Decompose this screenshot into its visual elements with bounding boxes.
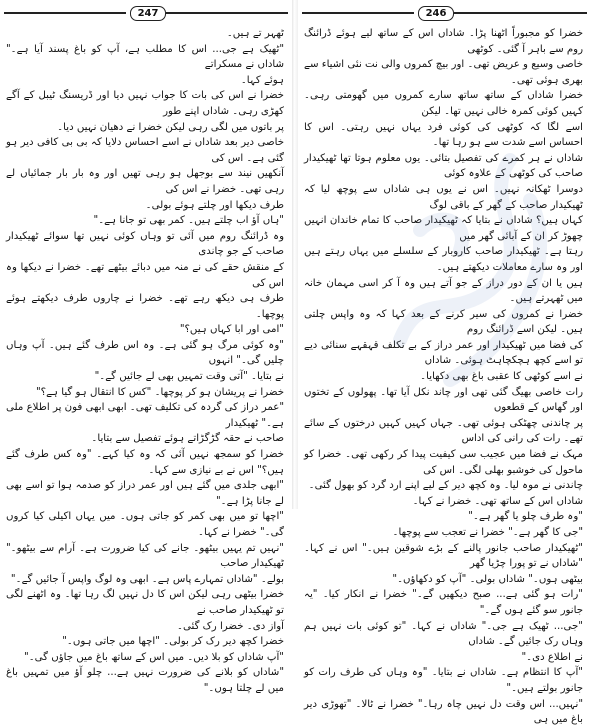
text-line: خاصی دیر بعد شاداں نے اسے احساس دلایا کہ بی بی کافی دیر ہو گئی ہے۔ اس کی <box>6 137 284 164</box>
text-line: آواز دی۔ خضرا رک گئی۔ <box>177 620 284 632</box>
text-line: خضرا بیٹھی رہی لیکن اس کا دل نہیں لگ رہا تھا۔ وہ اٹھنے لگی تو ٹھیکیدار صاحب نے <box>6 589 284 616</box>
text-line: اسے لگا کہ کوٹھی کی کوئی فرد یہاں نہیں رہتی۔ اس کا احساس اسے شدت سے ہو رہا تھا۔ <box>304 121 583 149</box>
text-line: "نہیں... اس وقت دل نہیں چاہ رہا۔" خضرا نے ٹالا۔ "تھوڑی دیر باغ میں ہی <box>304 698 583 726</box>
text-line: نے بتایا۔ "آتی وقت تمہیں بھی لے جائیں گے۔" <box>94 371 284 383</box>
text-line: چاندنی نے موہ لیا۔ وہ کچھ دیر کے لیے اپنے ارد گرد کو بھول گئی۔ <box>308 480 583 492</box>
text-line: آنکھیں نیند سے بوجھل ہو رہی تھیں اور وہ بار بار جمائیاں لے رہی تھی۔ خضرا نے اس کی <box>6 168 284 195</box>
text-line: کہاں ہیں؟ شاداں نے بتایا کہ ٹھیکیدار صاحب کا تمام خاندان انہیں چھوڑ کر ان کے آبائی گھر میں <box>304 215 583 242</box>
page-text <box>304 26 583 726</box>
text-line: "شاداں کو بلانے کی ضرورت نہیں ہے... چلو آؤ میں تمہیں باغ میں لے چلتا ہوں۔" <box>6 667 284 694</box>
text-line: رہتا ہے۔ ٹھیکیدار صاحب کاروبار کے سلسلے میں یہاں رہتے ہیں اور وہ سارے معاملات دیکھتے ہیں۔ <box>304 246 583 273</box>
text-line: خاصی وسیع و عریض تھی۔ اور بیچ کمروں والی نت نئی اشیاء سے بھری ہوئی تھی۔ <box>304 59 583 86</box>
text-line: دوسرا ٹھکانہ نہیں۔ اس نے یوں ہی شاداں سے پوچھ لیا کہ ٹھیکیدار صاحب کے گھر کے باقی لوگ <box>304 183 583 211</box>
page-header <box>302 6 587 20</box>
text-line: بیٹھی ہوں۔" شاداں بولی۔ "آپ کو دکھاؤں۔" <box>392 573 583 585</box>
text-line: شاداں اس کے ساتھ تھی۔ خضرا نے کہا۔ <box>412 495 583 507</box>
text-line: کے منقش حقے کی نے منہ میں دبائے بیٹھے تھے۔ خضرا نے دیکھا وہ اس کی <box>6 261 284 289</box>
text-line: خضرا نے کمروں کی سیر کرنے کے بعد کہا کہ وہ واپس چلتی ہیں۔ لیکن اسے ڈرائنگ روم <box>304 308 583 336</box>
text-line: نے اسے کوٹھی کا عقبی باغ بھی دکھایا۔ <box>420 371 583 383</box>
text-line: ٹھہر تے ہیں۔ <box>226 28 284 39</box>
text-line: خضرا کو مجبوراً اٹھنا پڑا۔ شاداں اس کے ساتھ لیے ہوئے ڈرائنگ روم سے باہر آ گئی۔ کوٹھی <box>304 28 583 55</box>
text-line: "ہاں آؤ اب چلتے ہیں۔ کمر بھی تو جانا ہے۔" <box>93 215 284 227</box>
text-line: طرف ہی دیکھ رہے تھے۔ خضرا نے چاروں طرف دیکھتے ہوئے پوچھا۔ <box>6 293 284 320</box>
text-line: "جی... ٹھیک ہے جی۔" شاداں نے کہا۔ "تو کوئی بات نہیں ہم وہاں رک جائیں گے۔ شاداں <box>304 620 583 648</box>
text-line: رات خاصی بھیگ گئی تھی اور چاند نکل آیا تھا۔ پھولوں کے تختوں اور گھاس کے قطعوں <box>304 386 583 414</box>
text-line: بولے۔ "شاداں تمہارے پاس ہے۔ ابھی وہ لوگ واپس آ جائیں گے۔" <box>10 573 284 585</box>
text-line: "ٹھیک ہے جی... اس کا مطلب ہے، آپ کو باغ پسند آیا ہے۔" شاداں نے مسکراتے <box>6 43 284 71</box>
header-rule <box>166 12 288 14</box>
text-line: "وہ کوئی مرگ ہو گئی ہے۔ وہ اس طرف گئے ہیں۔ آپ وہاں چلیں گی۔" انہوں <box>6 339 284 367</box>
text-line: وہ ڈرائنگ روم میں آئی تو وہاں کوئی نہیں تھا سوائے ٹھیکیدار صاحب کے جو چاندی <box>6 230 284 258</box>
page-header <box>4 6 288 20</box>
text-line: "آپ شاداں کو بلا دیں۔ میں اس کے ساتھ باغ میں جاؤں گی۔" <box>24 651 284 663</box>
header-rule <box>454 12 587 14</box>
right-page <box>298 0 591 726</box>
text-line: "جی کا گھر ہے۔" خضرا نے تعجب سے پوچھا۔ <box>392 527 583 538</box>
text-line: نے اطلاع دی۔" <box>521 651 583 663</box>
text-line: "ابھی جلدی میں گئے ہیں اور عمر دراز کو صدمہ ہوا تو اسے بھی لے جانا پڑا ہے۔" <box>6 480 284 507</box>
text-line: خضرا نے اس کی بات کا جواب نہیں دیا اور ڈریسنگ ٹیبل کے آگے کھڑی رہی۔ شاداں اپنے طور <box>6 90 284 117</box>
page-number: 246 <box>418 6 454 21</box>
text-line: خضرا کچھ دیر رک کر بولی۔ "اچھا میں جاتی ہوں۔" <box>62 636 284 648</box>
page-number: 247 <box>130 6 166 21</box>
header-rule <box>302 12 414 14</box>
header-rule <box>4 12 126 14</box>
text-line: پر باتوں میں لگی رہی لیکن خضرا نے دھیان نہیں دیا۔ <box>57 121 284 133</box>
text-line: خضرا نے پریشان ہو کر پوچھا۔ "کس کا انتقال ہو گیا ہے؟" <box>35 386 284 398</box>
text-line: "اچھا تو میں بھی کمر کو جاتی ہوں۔ میں یہاں اکیلی کیا کروں گی۔" خضرا نے کہا۔ <box>6 511 284 538</box>
text-line: "وہ طرف چلو یا گھر ہے۔" <box>468 511 583 523</box>
text-line: ہوئے کہا۔ <box>240 74 284 86</box>
page-text <box>6 26 284 694</box>
text-line: "رات ہو گئی ہے... صبح دیکھیں گے۔" خضرا نے انکار کیا۔ "یہ جانور سو گئے ہوں گے۔" <box>304 589 583 616</box>
text-line: "آپ کا انتظام ہے۔ شاداں نے بتایا۔ "وہ وہاں کی طرف رات کو جانور بولتے ہیں۔" <box>304 667 583 694</box>
text-line: "نہیں تم یہیں بیٹھو۔ جانے کی کیا ضرورت ہے۔ آرام سے بیٹھو۔" ٹھیکیدار صاحب <box>6 542 284 570</box>
text-line: پر چاندنی چھٹکی ہوئی تھی۔ جہاں کہیں کہیں درختوں کے سائے تھے۔ رات کی رانی کی اداس <box>304 417 583 445</box>
text-line: "عمر دراز کی گردہ کی تکلیف تھی۔ ابھی ابھی فون پر اطلاع ملی ہے۔" ٹھیکیدار <box>6 402 284 429</box>
left-page <box>0 0 292 694</box>
text-line: طرف دیکھا اور چلتے ہوئے بولی۔ <box>145 199 284 211</box>
text-line: مہک نے فضا میں عجیب سی کیفیت پیدا کر رکھی تھی۔ خضرا کو ماحول کی خوشبو بھلی لگی۔ اس کی <box>304 449 583 476</box>
text-line: شاداں نے ہر کمرے کی تفصیل بتائی۔ یوں معلوم ہوتا تھا ٹھیکیدار صاحب کی کوٹھی کے علاوہ کوئی <box>304 152 583 180</box>
text-line: خضرا کو سمجھ نہیں آئی کہ وہ کیا کہے۔ "وہ کس طرف گئے ہیں؟" اس نے بے نیازی سے کہا۔ <box>6 449 284 476</box>
text-line: کی فضا میں ٹھیکیدار اور عمر دراز کے بے تکلف قہقہے سنائی دیے تو اسے کچھ ہچکچاہٹ ہوئی۔ شاداں <box>304 339 583 367</box>
text-line: ہیں یا ان کے دور دراز کے جو آتے ہیں وہ آ کر اسی مہمان خانہ میں ٹھہرتے ہیں۔ <box>304 277 583 305</box>
text-line: "ٹھیکیدار صاحب جانور پالنے کے بڑے شوقین ہیں۔" اس نے کہا۔ "شاداں نے تو پورا چڑیا گھر <box>304 542 583 570</box>
text-line: خضرا شاداں کے ساتھ ساتھ سارے کمروں میں گھومتی رہی۔ کہیں کوئی کمرہ خالی نہیں تھا۔ لیکن <box>304 90 583 117</box>
text-line: "امی اور ابا کہاں ہیں؟" <box>179 324 284 336</box>
text-line: صاحب نے حقہ گڑگڑاتے ہوئے تفصیل سے بتایا۔ <box>91 433 284 445</box>
